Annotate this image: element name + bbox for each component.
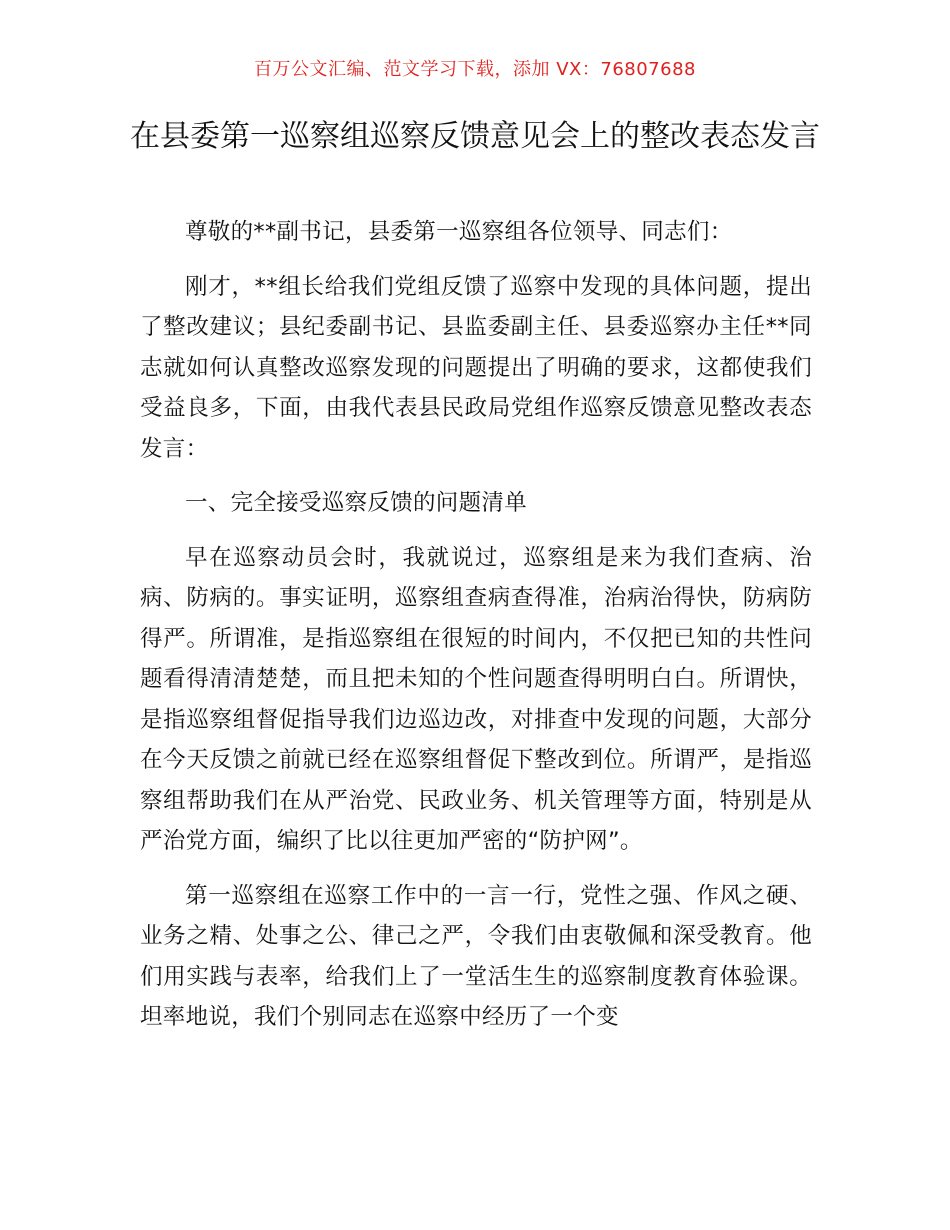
watermark-banner: 百万公文汇编、范文学习下载，添加 VX：76807688 [254, 59, 696, 80]
body-paragraph: 第一巡察组在巡察工作中的一言一行，党性之强、作风之硬、业务之精、处事之公、律己之严，令我们由衷敬佩和深受教育。他们用实践与表率，给我们上了一堂活生生的巡察制度教育体验课。坦率地说，我们个别同志在巡察中经历了一个变 [140, 882, 812, 1030]
salutation-paragraph: 尊敬的**副书记，县委第一巡察组各位领导、同志们： [185, 219, 733, 245]
body-paragraph: 早在巡察动员会时，我就说过，巡察组是来为我们查病、治病、防病的。事实证明，巡察组查病查得准，治病治得快，防病防得严。所谓准，是指巡察组在很短的时间内，不仅把已知的共性问题看得清清楚楚，而且把未知的个性问题查得明明白白。所谓快，是指巡察组督促指导我们边巡边改，对排查中发现的问题，大部分在今天反馈之前就已经在巡察组督促下整改到位。所谓严，是指巡察组帮助我们在从严治党、民政业务、机关管理等方面，特别是从严治党方面，编织了比以往更加严密的“防护网”。 [140, 544, 812, 854]
document-body [140, 212, 812, 1042]
intro-paragraph: 刚才，**组长给我们党组反馈了巡察中发现的具体问题，提出了整改建议；县纪委副书记、县监委副主任、县委巡察办主任**同志就如何认真整改巡察发现的问题提出了明确的要求，这都使我们受益良多，下面，由我代表县民政局党组作巡察反馈意见整改表态发言： [140, 273, 812, 462]
document-title: 在县委第一巡察组巡察反馈意见会上的整改表态发言 [130, 119, 820, 154]
section-heading: 一、完全接受巡察反馈的问题清单 [185, 490, 528, 516]
